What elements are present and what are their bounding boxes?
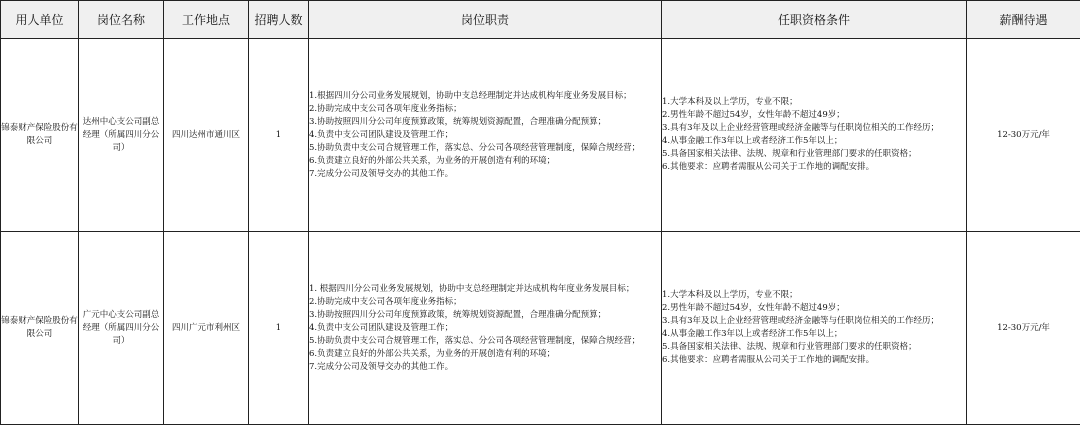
duty-item: 1.根据四川分公司业务发展规划，协助中支总经理制定并达成机构年度业务发展目标； [309, 90, 632, 101]
header-employer: 用人单位 [1, 1, 79, 39]
salary-cell: 12-30万元/年 [967, 39, 1080, 232]
requirement-item: 3.具有3年及以上企业经营管理或经济金融等与任职岗位相关的工作经历； [662, 316, 940, 326]
duty-item: 4.负责中支公司团队建设及管理工作； [309, 129, 454, 140]
header-row [1, 1, 1080, 39]
requirement-item: 1.大学本科及以上学历，专业不限； [662, 97, 798, 107]
duty-item: 1. 根据四川分公司业务发展规划，协助中支总经理制定并达成机构年度业务发展目标； [309, 283, 635, 294]
headcount-cell: 1 [249, 232, 309, 425]
header-requirements: 任职资格条件 [662, 1, 967, 39]
location-cell: 四川广元市利州区 [164, 232, 249, 425]
salary-cell: 12-30万元/年 [967, 232, 1080, 425]
header-position: 岗位名称 [79, 1, 164, 39]
requirement-item: 1.大学本科及以上学历，专业不限； [662, 290, 798, 300]
duty-item: 4.负责中支公司团队建设及管理工作； [309, 322, 454, 333]
duty-item: 2.协助完成中支公司各项年度业务指标； [309, 296, 462, 307]
duty-item: 5.协助负责中支公司合规管理工作，落实总、分公司各项经营管理制度，保障合规经营； [309, 335, 641, 346]
duties-cell [309, 232, 662, 425]
position-cell: 广元中心支公司副总经理（所属四川分公司） [79, 232, 164, 425]
table-row [1, 232, 1080, 425]
headcount-cell: 1 [249, 39, 309, 232]
header-salary: 薪酬待遇 [967, 1, 1080, 39]
header-duties: 岗位职责 [309, 1, 662, 39]
requirement-item: 6.其他要求：应聘者需服从公司关于工作地的调配安排。 [662, 162, 875, 172]
requirement-item: 4.从事金融工作3年以上或者经济工作5年以上； [662, 136, 843, 146]
requirements-cell [662, 232, 967, 425]
requirement-item: 4.从事金融工作3年以上或者经济工作5年以上； [662, 329, 843, 339]
duty-item: 3.协助按照四川分公司年度预算政策，统筹规划资源配置，合理准确分配预算； [309, 309, 607, 320]
duties-cell [309, 39, 662, 232]
duty-item: 3.协助按照四川分公司年度预算政策，统筹规划资源配置，合理准确分配预算； [309, 116, 607, 127]
requirement-item: 2.男性年龄不超过54岁，女性年龄不超过49岁； [662, 303, 845, 313]
header-location: 工作地点 [164, 1, 249, 39]
duty-item: 5.协助负责中支公司合规管理工作，落实总、分公司各项经营管理制度，保障合规经营； [309, 142, 641, 153]
requirement-item: 5.具备国家相关法律、法规、规章和行业管理部门要求的任职资格； [662, 149, 917, 159]
requirement-item: 5.具备国家相关法律、法规、规章和行业管理部门要求的任职资格； [662, 342, 917, 352]
employer-cell: 锦泰财产保险股份有限公司 [1, 232, 79, 425]
requirements-cell [662, 39, 967, 232]
location-cell: 四川达州市通川区 [164, 39, 249, 232]
employer-cell: 锦泰财产保险股份有限公司 [1, 39, 79, 232]
duty-item: 6.负责建立良好的外部公共关系，为业务的开展创造有利的环境； [309, 348, 556, 359]
requirement-item: 6.其他要求：应聘者需服从公司关于工作地的调配安排。 [662, 355, 875, 365]
requirement-item: 3.具有3年及以上企业经营管理或经济金融等与任职岗位相关的工作经历； [662, 123, 940, 133]
duty-item: 7.完成分公司及领导交办的其他工作。 [309, 168, 454, 179]
duty-item: 7.完成分公司及领导交办的其他工作。 [309, 361, 454, 372]
header-headcount: 招聘人数 [249, 1, 309, 39]
position-cell: 达州中心支公司副总经理（所属四川分公司） [79, 39, 164, 232]
duty-item: 2.协助完成中支公司各项年度业务指标； [309, 103, 462, 114]
requirement-item: 2.男性年龄不超过54岁，女性年龄不超过49岁； [662, 110, 845, 120]
table-row [1, 39, 1080, 232]
duty-item: 6.负责建立良好的外部公共关系，为业务的开展创造有利的环境； [309, 155, 556, 166]
